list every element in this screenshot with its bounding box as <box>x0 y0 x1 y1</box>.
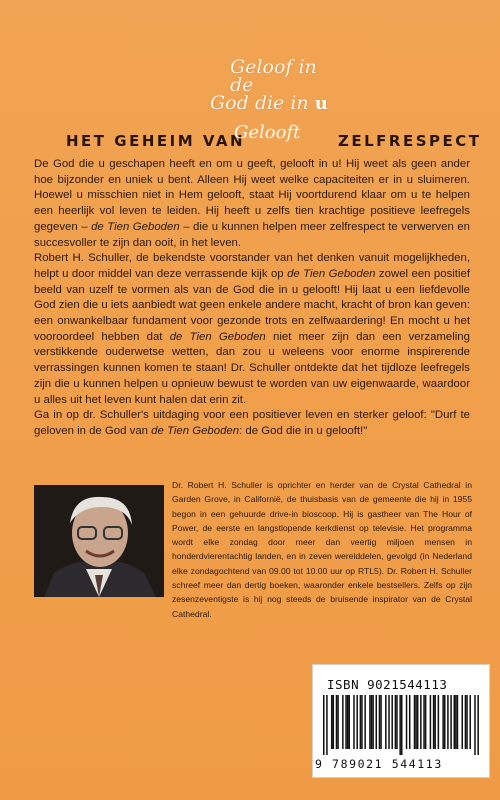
script-title <box>190 58 340 113</box>
blurb-p2-em2: de Tien Geboden <box>169 330 266 343</box>
blurb-p1-end: – die u kunnen helpen meer zelfrespect te verwerven en succesvoller te zijn dan ooit, in het leven. <box>34 220 470 249</box>
tagline-left: HET GEHEIM VAN <box>66 132 246 150</box>
blurb-p2a: Robert H. Schuller, de bekendste voorstander van het denken vanuit mogelijkheden, helpt u door middel van deze verrassende kijk op <box>34 252 470 280</box>
tagline <box>66 122 482 150</box>
script-title-line3: Gelooft <box>234 122 301 143</box>
blurb-paragraph-3 <box>34 408 470 439</box>
tagline-right: ZELFRESPECT <box>338 132 482 150</box>
script-title-u: u <box>314 93 328 114</box>
bio-photo-spacer <box>34 490 172 616</box>
blurb-p1-text: De God die u geschapen heeft en om u geeft, gelooft in u! Hij weet als geen ander hoe bijzonder en uniek u bent. Alleen Hij weet welke capaciteiten er in u sluimeren. Hoewel u misschien niet in Hem gelooft, staat Hij voortdurend klaar om u te helpen een heerlijk vol leven te leiden. Hij heeft u zelfs tien krachtige positieve leefregels gegeven – <box>34 158 470 233</box>
barcode-icon <box>323 695 479 755</box>
blurb-p2b: zowel een positief beeld van uzelf te vormen als van de God die in u gelooft! Hij laat u een liefdevolle God zien die u iets aanbiedt wat geen enkele andere macht, kracht of bron kan geven: een onwankelbaar fundament voor gezonde trots en zelfwaardering! En mocht u het vooroordeel hebben dat <box>34 267 470 343</box>
blurb-paragraph-1 <box>34 157 470 251</box>
blurb <box>34 157 470 440</box>
blurb-p3b: : de God die in u gelooft!" <box>239 424 368 437</box>
barcode-panel <box>312 664 490 778</box>
author-bio <box>34 478 472 621</box>
blurb-p3-em: de Tien Geboden <box>151 424 240 437</box>
blurb-p2c: niet meer zijn dan een verzameling verstikkende ouderwetse wetten, dan zou u weleens voor enorme inspirerende verrassingen kunnen komen te staan! Dr. Schuller ontdekte dat het tijdloze leefregels zijn die u kunnen helpen u opnieuw bewust te worden van uw eigenwaarde, waardoor u alles uit het leven kunt halen dat erin zit. <box>34 330 470 406</box>
author-bio-text: Dr. Robert H. Schuller is oprichter en herder van de Crystal Cathedral in Garden Grove, in Californië, de thuisbasis van de gemeente die hij in 1955 begon in een gehuurde drive-in bioscoop. Hij is gastheer van The Hour of Power, de eerste en langstlopende kerkdienst op televisie. Het programma wordt elke zondag door meer dan veertig miljoen mensen in honderdvierentachtig landen, en in zeven werelddelen, gevolgd (in Nederland elke zondagochtend van 09.00 tot 10.00 uur op RTL5). Dr. Robert H. Schuller schreef meer dan dertig boeken, waaronder enkele bestsellers. Zelfs op zijn zesenzeventigste is hij nog steeds de bruisende inspirator van de Crystal Cathedral. <box>172 480 472 619</box>
blurb-p3a: Ga in op dr. Schuller's uitdaging voor een positiever leven en sterker geloof: "Durf te geloven in de God van <box>34 409 470 437</box>
barcode-digits: 9 789021 544113 <box>315 757 443 771</box>
blurb-paragraph-2 <box>34 251 470 408</box>
script-title-line1: Geloof in de <box>230 56 317 96</box>
blurb-p2-em1: de Tien Geboden <box>287 267 376 280</box>
isbn-label: ISBN 9021544113 <box>327 677 448 692</box>
script-title-line2: God die in <box>210 92 315 114</box>
blurb-p1-em: de Tien Geboden <box>91 220 180 233</box>
